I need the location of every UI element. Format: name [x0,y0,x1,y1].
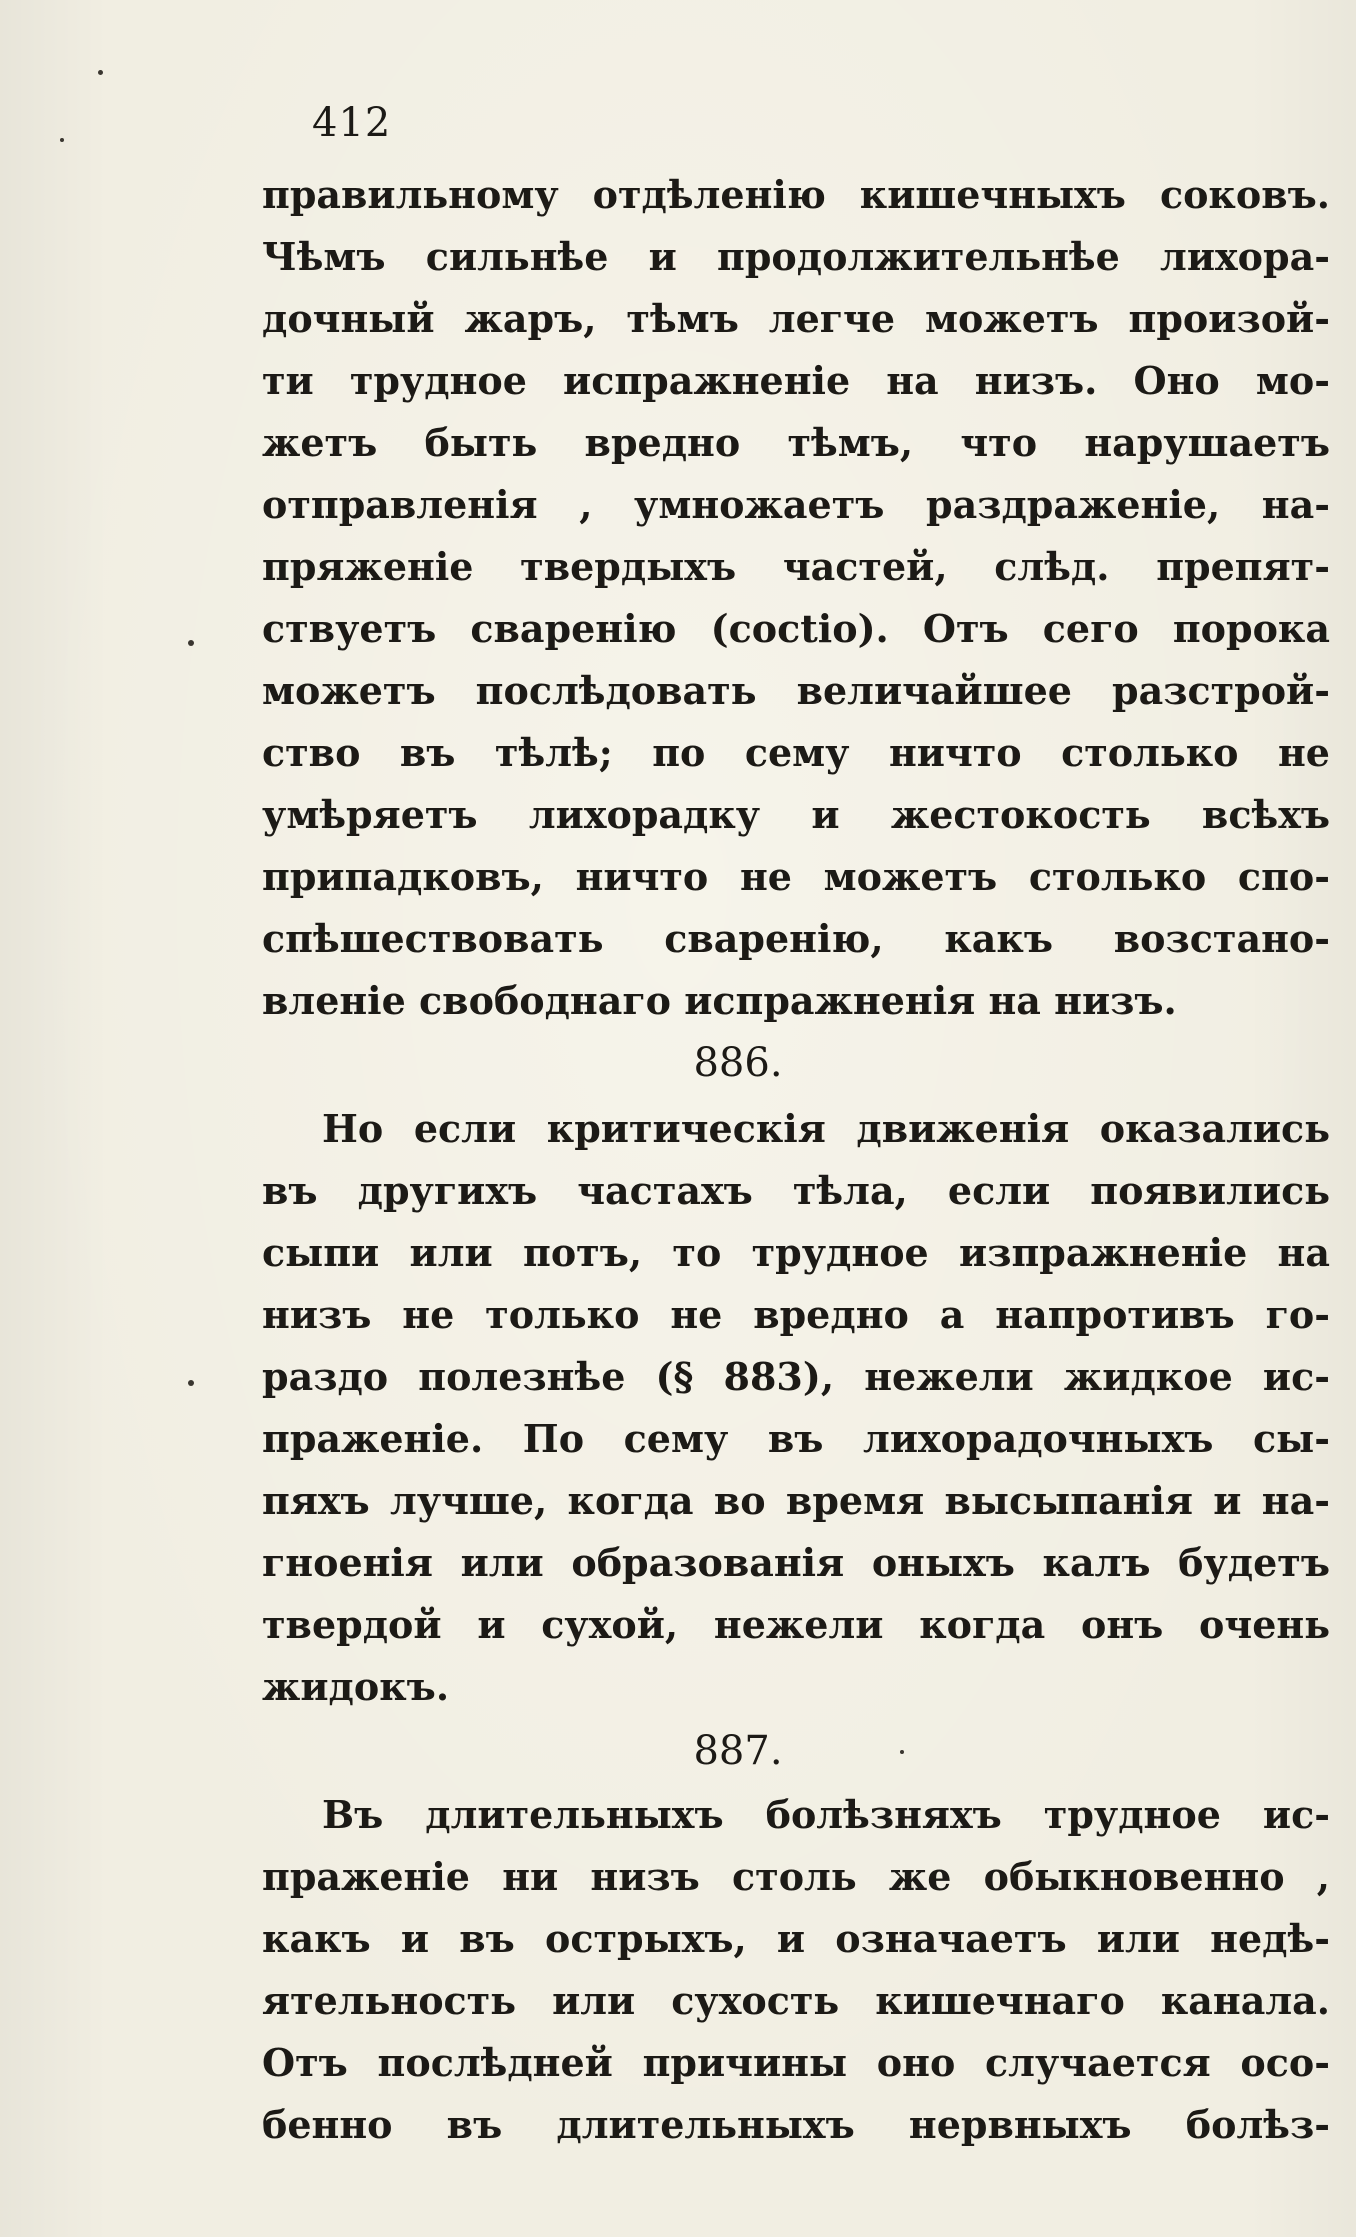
text-line: жетъ быть вредно тѣмъ, что нарушаетъ [262,420,1330,465]
ink-speck [60,138,64,142]
text-line: дочный жаръ, тѣмъ легче можетъ произой- [262,296,1330,341]
text-line: можетъ послѣдовать величайшее разстрой- [262,668,1330,713]
text-line: умѣряетъ лихорадку и жестокость всѣхъ [262,792,1330,837]
text-line: праженіе. По сему въ лихорадочныхъ сы- [262,1416,1330,1461]
ink-speck [188,640,194,646]
text-line: сыпи или потъ, то трудное изпражненіе на [262,1230,1330,1275]
text-line: спѣшествовать сваренію, какъ возстано- [262,916,1330,961]
text-line: въ другихъ частахъ тѣла, если появились [262,1168,1330,1213]
text-line: отправленія , умножаетъ раздраженіе, на- [262,482,1330,527]
text-line: раздо полезнѣе (§ 883), нежели жидкое ис- [262,1354,1330,1399]
text-line: жидокъ. [262,1664,450,1709]
page-number: 412 [312,100,392,146]
text-line: низъ не только не вредно а напротивъ го- [262,1292,1330,1337]
section-number-886: 886. [693,1040,783,1086]
text-line: пяхъ лучше, когда во время высыпанія и на- [262,1478,1330,1523]
text-line: пряженіе твердыхъ частей, слѣд. препят- [262,544,1330,589]
text-line: Но если критическія движенія оказались [322,1106,1330,1151]
text-line: ятельность или сухость кишечнаго канала. [262,1978,1330,2023]
paragraph-887 [262,1784,1330,2156]
text-line: Въ длительныхъ болѣзняхъ трудное ис- [322,1792,1330,1837]
text-line: припадковъ, ничто не можетъ столько спо- [262,854,1330,899]
text-line: ство въ тѣлѣ; по сему ничто столько не [262,730,1330,775]
paragraph-885-continuation [262,164,1330,1032]
ink-speck [98,70,103,75]
text-line: Отъ послѣдней причины оно случается осо- [262,2040,1330,2085]
text-line: бенно въ длительныхъ нервныхъ болѣз- [262,2102,1330,2147]
text-line: праженіе ни низъ столь же обыкновенно , [262,1854,1330,1899]
text-line: правильному отдѣленію кишечныхъ соковъ. [262,172,1330,217]
paragraph-886 [262,1098,1330,1718]
text-line: твердой и сухой, нежели когда онъ очень [262,1602,1330,1647]
text-line: ти трудное испражненіе на низъ. Оно мо- [262,358,1330,403]
text-line: гноенія или образованія оныхъ калъ будетъ [262,1540,1330,1585]
text-line: Чѣмъ сильнѣе и продолжительнѣе лихора- [262,234,1330,279]
text-line: какъ и въ острыхъ, и означаетъ или недѣ- [262,1916,1330,1961]
ink-speck [188,1380,194,1386]
text-line: ствуетъ свaренію (coctio). Отъ сего порока [262,606,1330,651]
text-line: вленіе свободнаго испражненія на низъ. [262,978,1177,1023]
section-number-887: 887. [693,1728,783,1774]
